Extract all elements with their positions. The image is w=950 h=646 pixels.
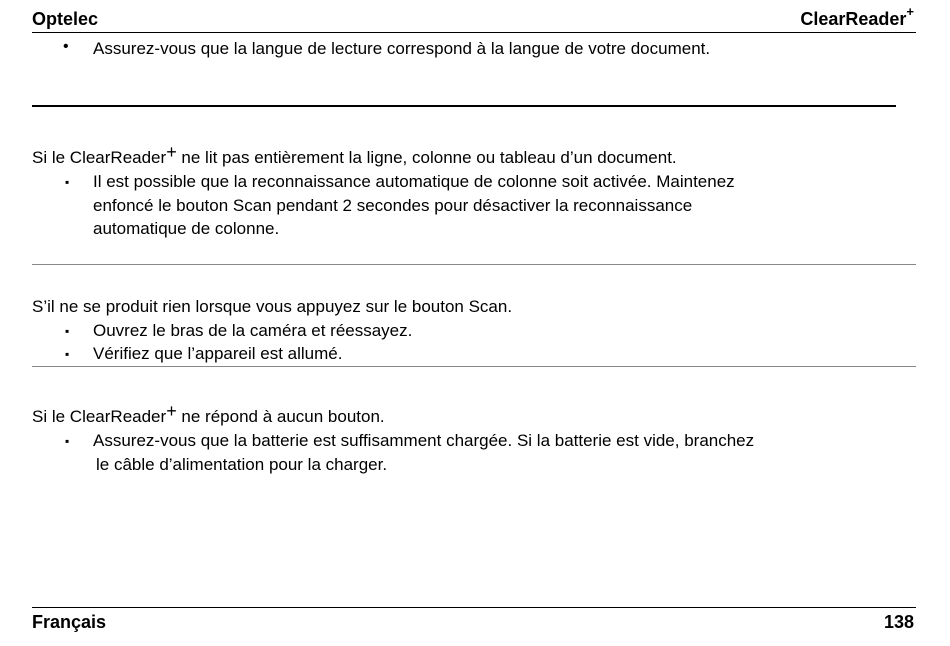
section1-title-after: ne lit pas entièrement la ligne, colonne ou tableau d’un document.	[176, 148, 677, 167]
section2-title: S’il ne se produit rien lorsque vous appuyez sur le bouton Scan.	[32, 297, 513, 316]
footer-rule	[32, 607, 916, 608]
section-divider-thick	[32, 105, 896, 107]
section1-bullet-line-3: automatique de colonne.	[93, 219, 280, 238]
section3-title-sup: +	[166, 401, 177, 422]
section3-title	[32, 401, 385, 427]
header-product-name: ClearReader	[800, 9, 907, 29]
header-rule	[32, 32, 916, 33]
section1-bullet-line-2: enfoncé le bouton Scan pendant 2 secondes pour désactiver la reconnaissance	[93, 196, 693, 215]
section2-bullet-marker-1: ▪	[65, 324, 70, 338]
top-bullet-marker: •	[63, 38, 69, 55]
section1-title	[32, 142, 677, 168]
section2-bullet-1: Ouvrez le bras de la caméra et réessayez.	[93, 321, 413, 340]
section1-title-sup: +	[166, 142, 177, 163]
section3-bullet-line-1: Assurez-vous que la batterie est suffisamment chargée. Si la batterie est vide, branchez	[93, 431, 755, 450]
footer-language: Français	[32, 612, 107, 632]
section-divider-1	[32, 264, 916, 265]
section1-title-before: Si le ClearReader	[32, 148, 167, 167]
section2-bullet-2: Vérifiez que l’appareil est allumé.	[93, 344, 343, 363]
section3-bullet-marker: ▪	[65, 434, 70, 448]
footer-page-number: 138	[883, 612, 914, 632]
header-product-sup: +	[906, 4, 914, 19]
section-divider-2	[32, 366, 916, 367]
section3-title-after: ne répond à aucun bouton.	[176, 407, 385, 426]
section3-title-before: Si le ClearReader	[32, 407, 167, 426]
section1-bullet-marker: ▪	[65, 175, 70, 189]
section1-bullet-line-1: Il est possible que la reconnaissance automatique de colonne soit activée. Maintenez	[93, 172, 735, 191]
top-bullet-text: Assurez-vous que la langue de lecture correspond à la langue de votre document.	[93, 39, 711, 58]
section2-bullet-marker-2: ▪	[65, 347, 70, 361]
header-brand: Optelec	[32, 9, 99, 29]
header-product	[800, 4, 914, 30]
section3-bullet-line-2: le câble d’alimentation pour la charger.	[96, 455, 388, 474]
